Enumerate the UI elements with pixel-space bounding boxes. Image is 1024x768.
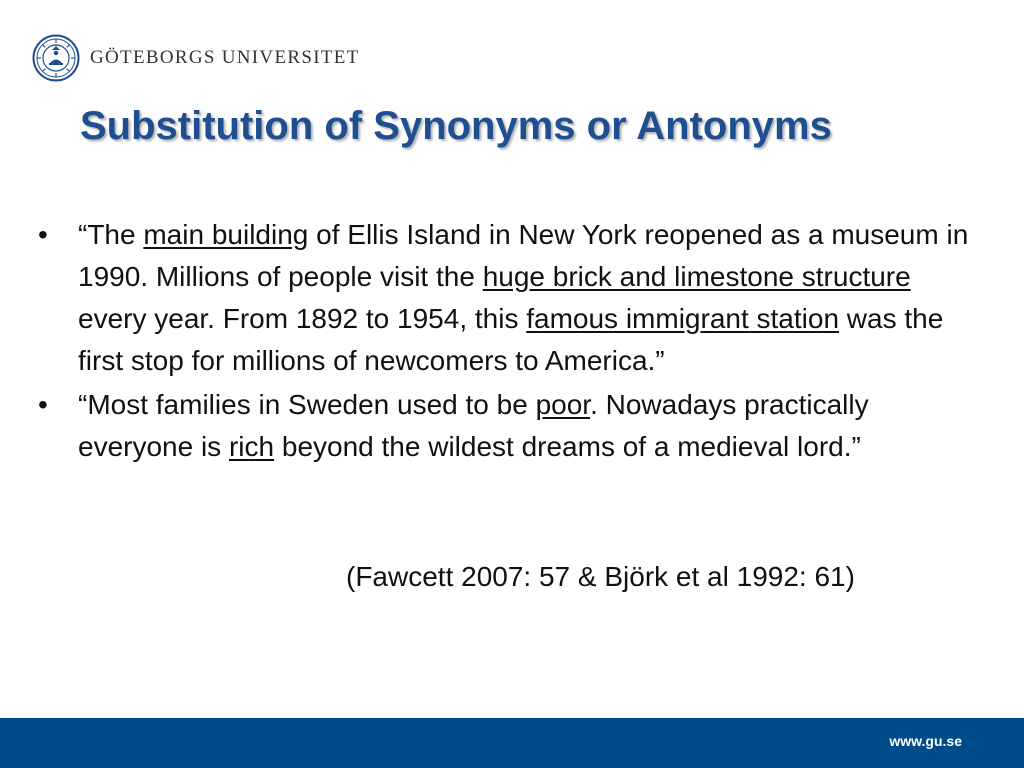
bullet-item: [36, 384, 986, 468]
underlined-phrase: main building: [143, 219, 309, 250]
underlined-phrase: huge brick and limestone structure: [482, 261, 911, 292]
text-segment: beyond the wildest dreams of a medieval lord.”: [274, 431, 861, 462]
citation: (Fawcett 2007: 57 & Björk et al 1992: 61): [346, 561, 855, 592]
text-segment: of Ellis Island in New York reopened as a museum in 1990. Millions of people visit the: [78, 219, 969, 292]
bullet-list: [36, 214, 986, 470]
bullet-dot-icon: •: [38, 389, 48, 420]
underlined-phrase: famous immigrant station: [526, 303, 840, 334]
text-segment: . Nowadays practically everyone is: [78, 389, 869, 462]
text-segment: was the first stop for millions of newcomers to America.”: [78, 303, 944, 376]
bullet-item: [36, 214, 986, 382]
university-seal-icon: [32, 34, 80, 82]
footer-url[interactable]: www.gu.se: [889, 733, 962, 749]
underlined-phrase: poor: [535, 389, 591, 420]
text-segment: “Most families in Sweden used to be: [78, 389, 536, 420]
text-segment: “The: [78, 219, 144, 250]
slide-title: Substitution of Synonyms or Antonyms: [80, 104, 832, 148]
underlined-phrase: rich: [228, 431, 275, 462]
footer-bar: [0, 718, 1024, 768]
university-name: GÖTEBORGS UNIVERSITET: [90, 47, 360, 68]
text-segment: every year. From 1892 to 1954, this: [78, 303, 527, 334]
university-logo: [32, 34, 360, 82]
bullet-dot-icon: •: [38, 219, 48, 250]
